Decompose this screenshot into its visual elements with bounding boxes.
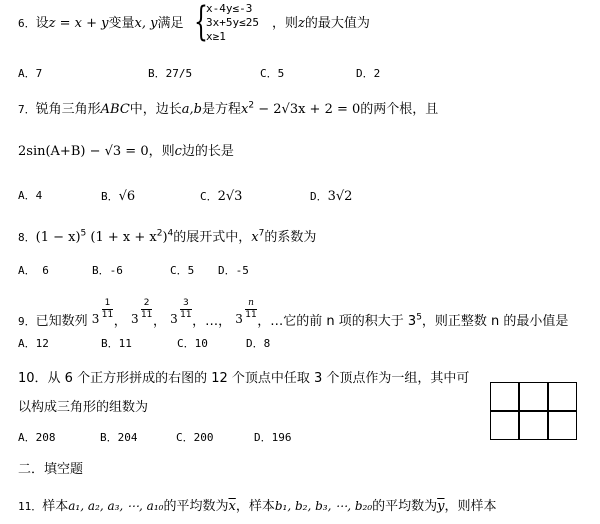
q7-option-b: B．√6	[101, 189, 136, 204]
q10-stem-2: 以构成三角形的组数为	[18, 400, 149, 415]
q11-sample-a: a₁, a₂, a₃, ⋯, a₁₀	[68, 499, 164, 513]
q8-number: 8．	[18, 231, 36, 244]
q6-constraint: x≥1	[206, 30, 226, 43]
q7-eq-x: x	[241, 102, 249, 117]
six-square-grid-figure	[490, 382, 577, 440]
q6-stem-end	[272, 17, 370, 30]
q9-option-d: D．8	[246, 337, 271, 350]
q10-option-c: C．200	[176, 431, 214, 444]
q11-stem	[18, 500, 497, 513]
q10-option-b: B．204	[100, 431, 138, 444]
q6-text: 变量	[108, 16, 135, 31]
q7-stem: 7．锐角三角形ABC中，边长a,b是方程$x^2 - 2√3x + 2 = 0$的两个根，且	[18, 100, 439, 117]
q9-stem: 9．已知数列 3 1 11 ， 3 2 11 ， 3 3 11 ，…， 3 n 11 ，…它的前 n 项的积大于 $3^5$，则正整数 n 的最小值是	[18, 298, 569, 329]
q10-option-d: D．196	[254, 431, 292, 444]
q6-stem	[18, 17, 183, 30]
q9-number: 9．	[18, 315, 36, 328]
q9-exp: 5	[416, 312, 422, 323]
q7-text: 是方程	[202, 102, 242, 117]
q7-text: 锐角三角形	[35, 102, 101, 117]
q8-xterm: x	[251, 230, 259, 245]
q7-cvar: c	[174, 144, 182, 159]
q7-option-d: D．3√2	[310, 189, 353, 204]
q6-text: ，则	[272, 16, 299, 31]
q8-option-a: A． 6	[18, 264, 49, 277]
q8-option-c: C．5	[170, 264, 195, 277]
q11-number: 11．	[18, 500, 43, 513]
q6-text: 设	[35, 16, 49, 31]
q8-exp-3: 4	[167, 228, 174, 239]
q11-ybar: $\overline{y}$	[437, 499, 445, 514]
q9-term-1: 3 1 11	[91, 298, 114, 326]
q7-stem-2	[18, 145, 234, 158]
q8-exp-2: 2	[156, 228, 163, 239]
q7-option-b-value: √6	[118, 189, 136, 204]
q7-option-a: A．4	[18, 189, 43, 202]
q10-option-a: A．208	[18, 431, 56, 444]
section-heading: 二．填空题	[18, 462, 84, 477]
q7-condition: 2sin(A+B) − √3 = 0	[18, 144, 149, 159]
q9-text: ，则正整数 n 的最小值是	[421, 314, 569, 329]
q7-sides: a,b	[181, 102, 203, 117]
q11-text: 样本	[42, 499, 69, 514]
q6-constraint: x-4y≤-3	[206, 2, 253, 15]
q9-option-b: B．11	[101, 337, 132, 350]
q6-text: 的最大值为	[304, 16, 370, 31]
q7-text: ，则	[148, 144, 175, 159]
q8-option-b: B．-6	[92, 264, 123, 277]
q8-text: 的系数为	[264, 230, 317, 245]
q9-term-3: 3 3 11	[170, 298, 192, 326]
q9-dots: …，	[205, 314, 232, 329]
q9-text: 已知数列	[35, 314, 88, 329]
q9-option-c: C．10	[177, 337, 208, 350]
q8-factor-2: (1 + x + x	[90, 230, 157, 245]
q9-text: ，…它的前 n 项的积大于 3	[257, 314, 417, 329]
q6-option-c: C．5	[260, 67, 285, 80]
q9-term-n: 3 n 11	[235, 298, 257, 326]
q8-exp-1: 5	[80, 228, 87, 239]
q8-stem	[18, 228, 317, 245]
q8-factor-2-close: )	[162, 230, 168, 245]
q7-number: 7．	[18, 103, 36, 116]
q6-vars: x, y	[134, 16, 158, 31]
q6-option-d: D．2	[356, 67, 381, 80]
q8-factor-1: (1 − x)	[35, 230, 81, 245]
q6-option-b: B．27/5	[148, 67, 193, 80]
q6-number: 6．	[18, 17, 36, 30]
q11-xbar: $\overline{x}$	[228, 499, 236, 514]
q6-system	[206, 2, 259, 44]
q6-text: 满足	[157, 16, 184, 31]
q11-text: ，则样本	[444, 499, 497, 514]
q7-triangle: ABC	[100, 102, 130, 117]
q11-sample-b: b₁, b₂, b₃, ⋯, b₂₀	[274, 499, 373, 513]
q6-zvar: z	[298, 16, 305, 31]
q11-text: 的平均数为	[163, 499, 229, 514]
q11-text: ，样本	[235, 499, 275, 514]
q8-text: 的展开式中，	[173, 230, 252, 245]
q6-option-a: A．7	[18, 67, 43, 80]
q7-text: 的两个根，且	[360, 102, 439, 117]
q7-option-d-value: 3√2	[327, 189, 353, 204]
q8-option-d: D．-5	[218, 264, 249, 277]
q9-term-2: 3 2 11	[130, 298, 153, 326]
q6-brace: {	[194, 0, 208, 45]
q7-option-c: C．2√3	[200, 189, 243, 204]
q7-option-c-value: 2√3	[217, 189, 243, 204]
q7-text: 中，边长	[129, 102, 182, 117]
q11-text: 的平均数为	[372, 499, 438, 514]
q6-constraint: 3x+5y≤25	[206, 16, 259, 29]
q10-stem-1: 10．从 6 个正方形拼成的右图的 12 个顶点中任取 3 个顶点作为一组，其中可	[18, 371, 470, 386]
q7-equation: − 2√3x + 2 = 0	[254, 102, 361, 117]
q9-option-a: A．12	[18, 337, 49, 350]
q6-objective: z = x + y	[48, 16, 109, 31]
q8-exp-4: 7	[258, 228, 265, 239]
q7-text: 边的长是	[181, 144, 234, 159]
